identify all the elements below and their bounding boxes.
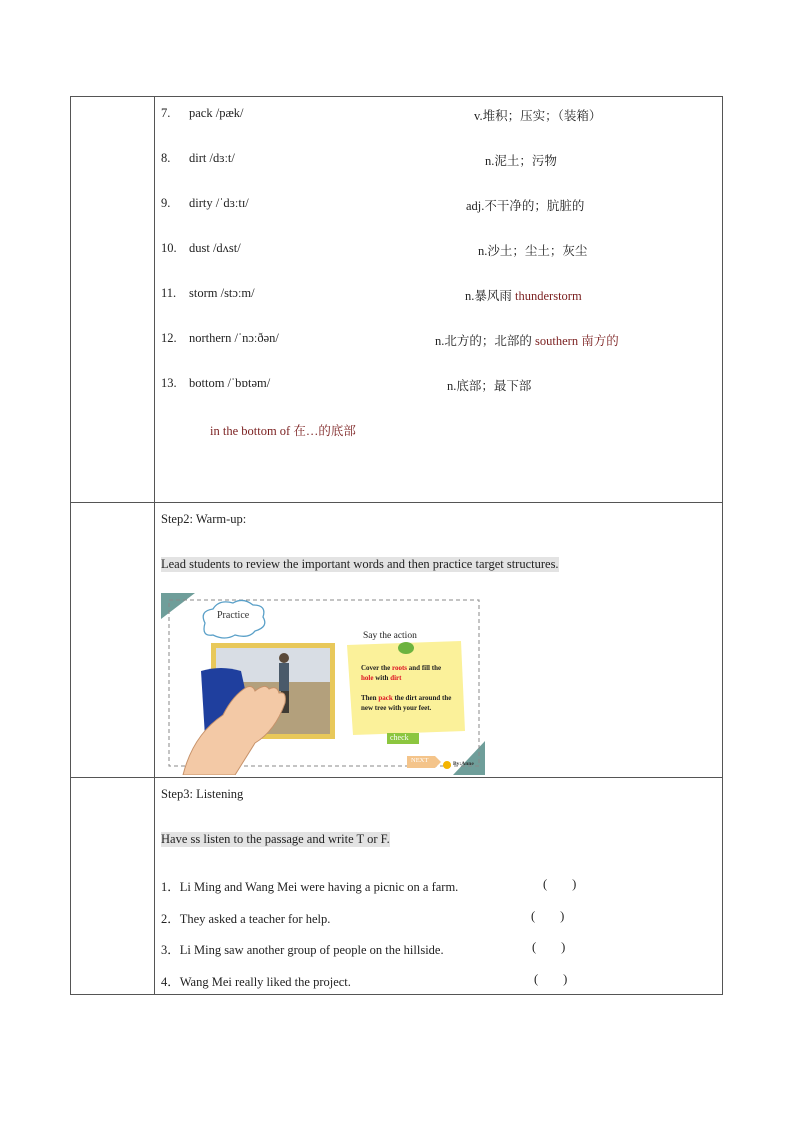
pin-icon xyxy=(398,642,414,654)
author-label: By:Anne xyxy=(453,761,474,767)
answer-blank-3[interactable]: ( ) xyxy=(532,940,566,954)
vocab-number: 12. xyxy=(161,331,177,345)
corner-triangle-icon xyxy=(453,741,485,775)
step3-title: Step3: Listening xyxy=(161,787,244,801)
vocab-number: 11. xyxy=(161,286,177,300)
vocab-word: pack /pæk/ xyxy=(189,106,244,120)
vocab-word: dirty /ˈdɜːtɪ/ xyxy=(189,196,249,210)
vocab-word: dirt /dɜːt/ xyxy=(189,151,235,165)
vocab-meaning: v.堆积；压实；（装箱） xyxy=(474,109,602,123)
question-1: 1．Li Ming and Wang Mei were having a picnic on a farm. xyxy=(161,880,459,894)
vocab-number: 7. xyxy=(161,106,171,120)
practice-slide xyxy=(161,593,485,775)
phrase-note: in the bottom of 在…的底部 xyxy=(210,424,356,438)
vocab-meaning: adj.不干净的；肮脏的 xyxy=(466,199,585,213)
vocab-number: 8. xyxy=(161,151,171,165)
vocab-meaning: n.沙土；尘土；灰尘 xyxy=(478,244,588,258)
answer-blank-2[interactable]: ( ) xyxy=(531,909,565,923)
vocab-extra: thunderstorm xyxy=(515,289,582,303)
row-divider-2 xyxy=(71,777,722,778)
vocab-word: dust /dʌst/ xyxy=(189,241,241,255)
answer-blank-1[interactable]: ( ) xyxy=(543,877,577,891)
person-figure xyxy=(279,663,289,691)
vocab-meaning: n.泥土；污物 xyxy=(485,154,557,168)
vocab-number: 10. xyxy=(161,241,177,255)
check-button[interactable]: check xyxy=(390,733,409,742)
step3-instruction: Have ss listen to the passage and write T or F. xyxy=(161,832,390,846)
vocab-number: 13. xyxy=(161,376,177,390)
say-action-label: Say the action xyxy=(363,631,417,641)
practice-label: Practice xyxy=(217,610,250,621)
vocab-meaning: n.北方的；北部的 xyxy=(435,334,532,348)
question-2: 2．They asked a teacher for help. xyxy=(161,912,331,926)
step2-title: Step2: Warm-up: xyxy=(161,512,247,526)
next-button[interactable]: NEXT xyxy=(411,757,429,764)
vocab-word: bottom /ˈbɒtəm/ xyxy=(189,376,271,390)
vocab-word: northern /ˈnɔːðən/ xyxy=(189,331,279,345)
row-divider-1 xyxy=(71,502,722,503)
question-4: 4．Wang Mei really liked the project. xyxy=(161,975,351,989)
vocab-extra: southern 南方的 xyxy=(535,334,619,348)
lesson-table xyxy=(70,96,723,995)
sun-icon xyxy=(443,761,451,769)
step2-instruction: Lead students to review the important words and then practice target structures. xyxy=(161,557,559,571)
note-text: Cover the roots and fill the hole with dirt Then pack the dirt around the new tree with your feet. xyxy=(361,664,452,712)
hand-icon xyxy=(183,686,285,775)
vocab-meaning: n.暴风雨 xyxy=(465,289,512,303)
vocab-word: storm /stɔːm/ xyxy=(189,286,255,300)
corner-triangle-icon xyxy=(161,593,195,619)
answer-blank-4[interactable]: ( ) xyxy=(534,972,568,986)
question-3: 3．Li Ming saw another group of people on the hillside. xyxy=(161,943,444,957)
column-divider xyxy=(154,97,155,994)
vocab-meaning: n.底部；最下部 xyxy=(447,379,532,393)
vocab-number: 9. xyxy=(161,196,171,210)
